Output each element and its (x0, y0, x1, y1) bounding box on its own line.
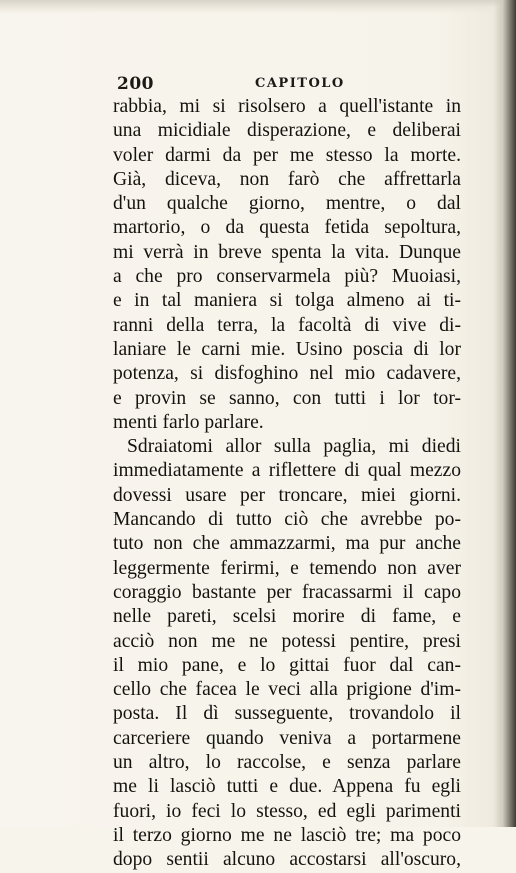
text-line: menti farlo parlare. (113, 411, 264, 433)
text-line: d'un qualche giorno, mentre, o dal (113, 193, 461, 215)
page-header (117, 74, 457, 96)
text-line: Già, diceva, non farò che affrettarla (113, 168, 461, 190)
running-title: CAPITOLO (255, 76, 345, 91)
text-line: un altro, lo raccolse, e senza parlare (113, 752, 461, 774)
book-spine-shadow (494, 0, 516, 827)
text-line: Mancando di tutto ciò che avrebbe po- (113, 509, 461, 531)
text-line: fuori, io feci lo stesso, ed egli parimenti (113, 800, 461, 822)
text-line: tuto non che ammazzarmi, ma pur anche (113, 533, 461, 555)
text-line: nelle pareti, scelsi morire di fame, e (113, 606, 461, 628)
text-line: una micidiale disperazione, e deliberai (113, 120, 461, 142)
text-line: immediatamente a riflettere di qual mezzo (113, 460, 461, 482)
text-line: cello che facea le veci alla prigione d'im- (113, 679, 461, 701)
text-line: martorio, o da questa fetida sepoltura, (113, 217, 461, 239)
text-line: laniare le carni mie. Usino poscia di lor (113, 338, 461, 360)
text-line: e in tal maniera si tolga almeno ai ti- (113, 290, 461, 312)
text-line: voler darmi da per me stesso la morte. (113, 144, 461, 166)
text-line: dovessi usare per troncare, miei giorni. (113, 484, 461, 506)
text-line: rabbia, mi si risolsero a quell'istante in (113, 96, 461, 117)
text-line: me li lasciò tutti e due. Appena fu egli (113, 776, 461, 798)
text-line: carceriere quando veniva a portarmene (113, 727, 461, 749)
text-line: leggermente ferirmi, e temendo non aver (113, 557, 461, 579)
text-line: mi verrà in breve spenta la vita. Dunque (113, 241, 461, 263)
text-line: posta. Il dì susseguente, trovandolo il (113, 703, 461, 725)
text-line: il terzo giorno me ne lasciò tre; ma poco (113, 824, 461, 846)
text-line: il mio pane, e lo gittai fuor dal can- (113, 654, 461, 676)
text-line: ranni della terra, la facoltà di vive di- (113, 314, 461, 336)
text-line: e provin se sanno, con tutti i lor tor- (113, 387, 461, 409)
text-line: coraggio bastante per fracassarmi il capo (113, 581, 461, 603)
body-text (113, 95, 461, 873)
text-line: potenza, si disfoghino nel mio cadavere, (113, 363, 461, 385)
text-line: acciò non me ne potessi pentire, presi (113, 630, 461, 652)
page-top-edge (0, 0, 516, 14)
text-line: a che pro conservarmela più? Muoiasi, (113, 266, 461, 288)
page-number: 200 (117, 74, 154, 94)
text-line: Sdraiatomi allor sulla paglia, mi diedi (127, 436, 461, 458)
text-line: dopo sentii alcuno accostarsi all'oscuro, (113, 849, 461, 871)
